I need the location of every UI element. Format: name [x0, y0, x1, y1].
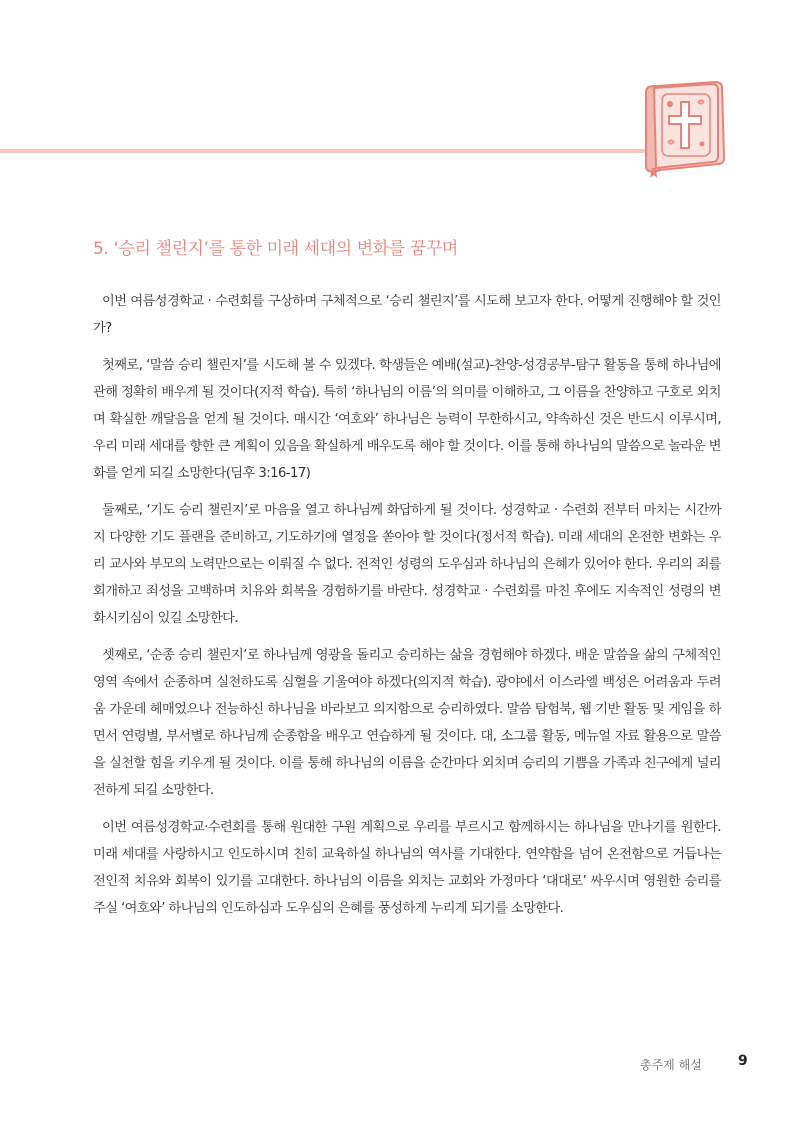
page-number: 9 [738, 1053, 748, 1069]
section-title: 5. ‘승리 챌린지’를 통한 미래 세대의 변화를 꿈꾸며 [93, 239, 458, 259]
bible-cross-icon [632, 78, 728, 180]
paragraph-conclusion: 이번 여름성경학교·수련회를 통해 원대한 구원 계획으로 우리를 부르시고 함께하시는 하나님을 만나기를 원한다. 미래 세대를 사랑하시고 인도하시며 친히 교육하실 하나님의 역사를 기대한다. 연약함을 넘어 온전함으로 거듭나는 전인적 치유와 회복이 있기를 고대한다. 하나님의 이름을 외치는 교회와 가정마다 ‘대대로’ 싸우시며 영원한 승리를 주실 ‘여호와’ 하나님의 인도하심과 도우심의 은혜를 풍성하게 누리게 되기를 소망한다. [93, 820, 721, 916]
body-text [93, 288, 721, 922]
paragraph-word-challenge: 첫째로, ‘말씀 승리 챌린지’를 시도해 볼 수 있겠다. 학생들은 예배(설교)-찬양-성경공부-탐구 활동을 통해 하나님에 관해 정확히 배우게 될 것이다(지적 학습). 특히 ‘하나님의 이름’의 의미를 이해하고, 그 이름을 찬양하고 구호로 외치며 확실한 깨달음을 얻게 될 것이다. 매시간 ‘여호와’ 하나님은 능력이 무한하시고, 약속하신 것은 반드시 이루시며, 우리 미래 세대를 향한 큰 계획이 있음을 확실하게 배우도록 해야 할 것이다. 이를 통해 하나님의 말씀으로 놀라운 변화를 얻게 되길 소망한다(딤후 3:16-17) [93, 358, 721, 481]
header-rule [0, 149, 652, 153]
paragraph-obedience-challenge: 셋째로, ‘순종 승리 챌린지’로 하나님께 영광을 돌리고 승리하는 삶을 경험해야 하겠다. 배운 말씀을 삶의 구체적인 영역 속에서 순종하며 실천하도록 심혈을 기울여야 하겠다(의지적 학습). 광야에서 이스라엘 백성은 어려움과 두려움 가운데 헤매었으나 전능하신 하나님을 바라보고 의지함으로 승리하였다. 말씀 탐험북, 웹 기반 활동 및 게임을 하면서 연령별, 부서별로 하나님께 순종함을 배우고 연습하게 될 것이다. 대, 소그룹 활동, 메뉴얼 자료 활용으로 말씀을 실천할 힘을 키우게 될 것이다. 이를 통해 하나님의 이름을 순간마다 외치며 승리의 기쁨을 가족과 친구에게 널리 전하게 되길 소망한다. [93, 648, 721, 798]
footer-section-label: 총주제 해설 [640, 1058, 702, 1072]
paragraph-prayer-challenge: 둘째로, ‘기도 승리 챌린지’로 마음을 열고 하나님께 화답하게 될 것이다. 성경학교 · 수련회 전부터 마치는 시간까지 다양한 기도 플랜을 준비하고, 기도하기에 열정을 쏟아야 할 것이다(정서적 학습). 미래 세대의 온전한 변화는 우리 교사와 부모의 노력만으로는 이뤄질 수 없다. 전적인 성령의 도우심과 하나님의 은혜가 있어야 한다. 우리의 죄를 회개하고 죄성을 고백하며 치유와 회복을 경험하기를 바란다. 성경학교 · 수련회를 마친 후에도 지속적인 성령의 변화시키심이 있길 소망한다. [93, 503, 721, 626]
paragraph-intro: 이번 여름성경학교 · 수련회를 구상하며 구체적으로 ‘승리 챌린지’를 시도해 보고자 한다. 어떻게 진행해야 할 것인가? [93, 294, 721, 336]
